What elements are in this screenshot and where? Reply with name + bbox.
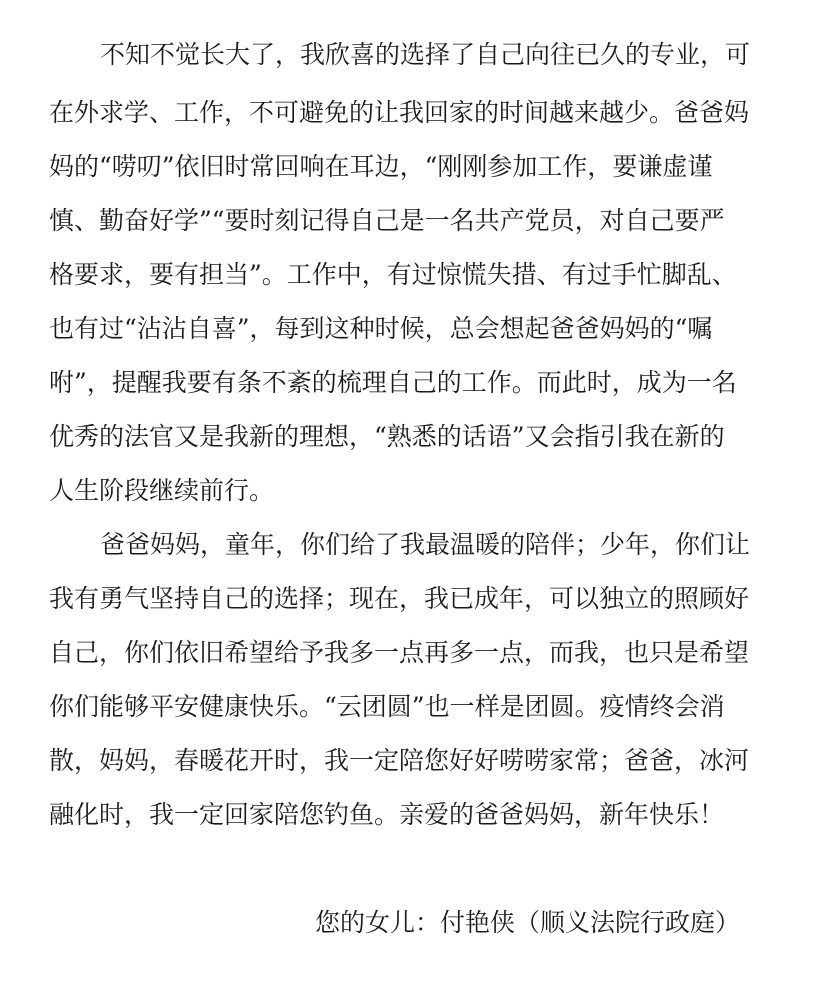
paragraph-1-line-5: 格要求，要有担当”。工作中，有过惊慌失措、有过手忙脚乱、 [49, 260, 737, 289]
paragraph-2-line-6: 融化时，我一定回家陪您钓鱼。亲爱的爸爸妈妈，新年快乐！ [49, 800, 725, 829]
paragraph-2-line-1: 爸爸妈妈，童年，你们给了我最温暖的陪伴；少年，你们让 [100, 530, 751, 559]
paragraph-1-line-9: 人生阶段继续前行。 [49, 476, 275, 505]
paragraph-1-line-8: 优秀的法官又是我新的理想，“熟悉的话语”又会指引我在新的 [49, 422, 725, 451]
paragraph-1-line-3: 妈的“唠叨”依旧时常回响在耳边，“刚刚参加工作，要谦虚谨 [49, 152, 713, 181]
paragraph-1-line-7: 咐”，提醒我要有条不紊的梳理自己的工作。而此时，成为一名 [49, 368, 737, 397]
paragraph-2-line-5: 散，妈妈，春暖花开时，我一定陪您好好唠唠家常；爸爸，冰河 [49, 746, 750, 775]
paragraph-1-line-6: 也有过“沾沾自喜”，每到这种时候，总会想起爸爸妈妈的“嘱 [49, 314, 713, 343]
paragraph-1-line-1: 不知不觉长大了，我欣喜的选择了自己向往已久的专业，可 [100, 40, 751, 69]
paragraph-2-line-4: 你们能够平安健康快乐。“云团圆”也一样是团圆。疫情终会消 [49, 692, 725, 721]
signature: 您的女儿：付艳侠（顺义法院行政庭） [315, 908, 741, 937]
paragraph-1-line-2: 在外求学、工作，不可避免的让我回家的时间越来越少。爸爸妈 [49, 98, 750, 127]
paragraph-1-line-4: 慎、勤奋好学”“要时刻记得自己是一名共产党员，对自己要严 [49, 206, 725, 235]
paragraph-2-line-2: 我有勇气坚持自己的选择；现在，我已成年，可以独立的照顾好 [49, 584, 750, 613]
paragraph-2-line-3: 自己，你们依旧希望给予我多一点再多一点，而我，也只是希望 [49, 638, 750, 667]
